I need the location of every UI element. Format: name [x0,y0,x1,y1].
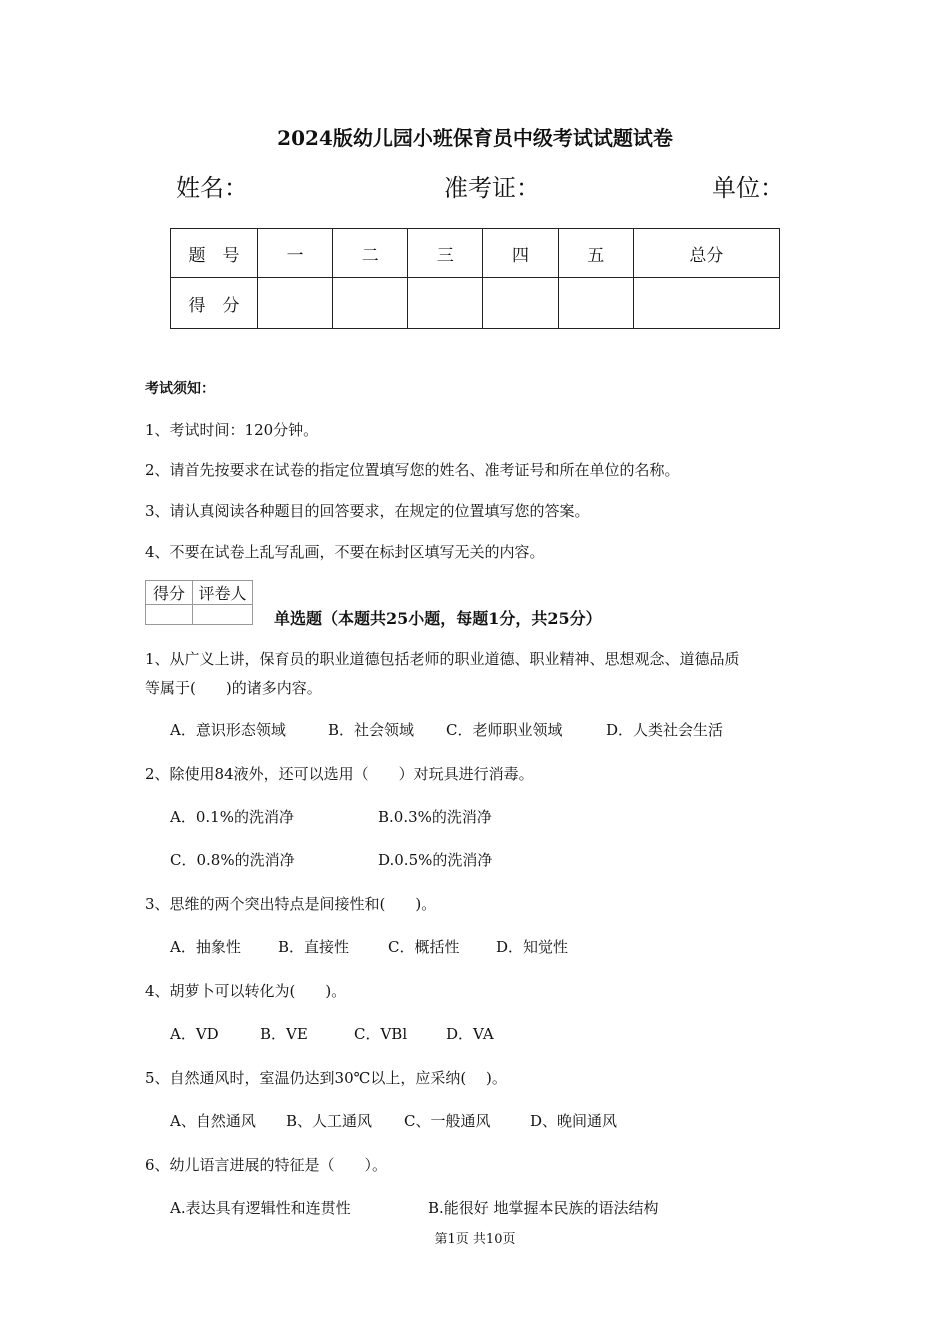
notice-heading: 考试须知： [145,381,215,397]
notice-item: 3、请认真阅读各种题目的回答要求，在规定的位置填写您的答案。 [145,502,590,520]
grader-score-cell [146,605,193,625]
q6-option-b: B.能很好 地掌握本民族的语法结构 [428,1199,659,1217]
question-1-text-cont: 等属于( )的诸多内容。 [145,679,322,697]
q1-option-d: D．人类社会生活 [606,721,724,739]
score-header-cell: 二 [333,229,408,278]
question-5-text: 5、自然通风时，室温仍达到30℃以上，应采纳( )。 [145,1069,507,1087]
q6-option-a: A.表达具有逻辑性和连贯性 [170,1199,351,1217]
q4-option-c: C．VBl [354,1025,408,1043]
score-cell-4 [483,278,558,329]
score-cell-2 [333,278,408,329]
q2-option-a: A．0.1%的洗消净 [170,808,294,826]
score-cell-5 [558,278,633,329]
unit-field-label: 单位： [712,174,784,202]
q3-option-b: B．直接性 [278,938,350,956]
q3-option-a: A．抽象性 [170,938,241,956]
q1-option-a: A．意识形态领域 [170,721,286,739]
score-header-cell: 总分 [633,229,779,278]
notice-item: 2、请首先按要求在试卷的指定位置填写您的姓名、准考证号和所在单位的名称。 [145,461,680,479]
grader-score-label: 得分 [146,581,193,605]
notice-item: 1、考试时间：120分钟。 [145,421,319,439]
q3-option-d: D．知觉性 [496,938,569,956]
question-6-text: 6、幼儿语言进展的特征是（ ）。 [145,1156,388,1174]
q1-option-b: B．社会领域 [328,721,415,739]
q2-option-c: C．0.8%的洗消净 [170,851,295,869]
question-3-text: 3、思维的两个突出特点是间接性和( )。 [145,895,437,913]
page-title: 2024版幼儿园小班保育员中级考试试题试卷 [277,126,673,150]
score-table-header-row [171,229,780,278]
score-header-cell: 五 [558,229,633,278]
q4-option-d: D．VA [446,1025,494,1043]
score-cell-3 [408,278,483,329]
grader-box [145,580,253,625]
score-header-cell: 题 号 [171,229,258,278]
score-header-cell: 四 [483,229,558,278]
grader-reviewer-label: 评卷人 [193,581,253,605]
score-row-label: 得 分 [171,278,258,329]
q2-option-d: D.0.5%的洗消净 [378,851,493,869]
score-table-score-row [171,278,780,329]
q2-option-b: B.0.3%的洗消净 [378,808,492,826]
score-cell-total [633,278,779,329]
q3-option-c: C．概括性 [388,938,460,956]
q4-option-b: B．VE [260,1025,308,1043]
question-1-text: 1、从广义上讲，保育员的职业道德包括老师的职业道德、职业精神、思想观念、道德品质 [145,650,740,668]
notice-item: 4、不要在试卷上乱写乱画，不要在标封区填写无关的内容。 [145,543,545,561]
q1-option-c: C．老师职业领域 [446,721,563,739]
q5-option-b: B、人工通风 [286,1112,373,1130]
exam-id-field-label: 准考证： [444,174,540,202]
score-header-cell: 一 [258,229,333,278]
score-table [170,228,780,329]
score-header-cell: 三 [408,229,483,278]
q5-option-d: D、晚间通风 [530,1112,618,1130]
section-title: 单选题（本题共25小题，每题1分，共25分） [274,609,602,628]
question-2-text: 2、除使用84液外，还可以选用（ ）对玩具进行消毒。 [145,765,534,783]
q5-option-a: A、自然通风 [170,1112,256,1130]
q5-option-c: C、一般通风 [404,1112,491,1130]
q4-option-a: A．VD [170,1025,219,1043]
score-cell-1 [258,278,333,329]
page-footer: 第1页 共10页 [434,1232,516,1247]
question-4-text: 4、胡萝卜可以转化为( )。 [145,982,347,1000]
grader-reviewer-cell [193,605,253,625]
name-field-label: 姓名： [176,174,248,202]
